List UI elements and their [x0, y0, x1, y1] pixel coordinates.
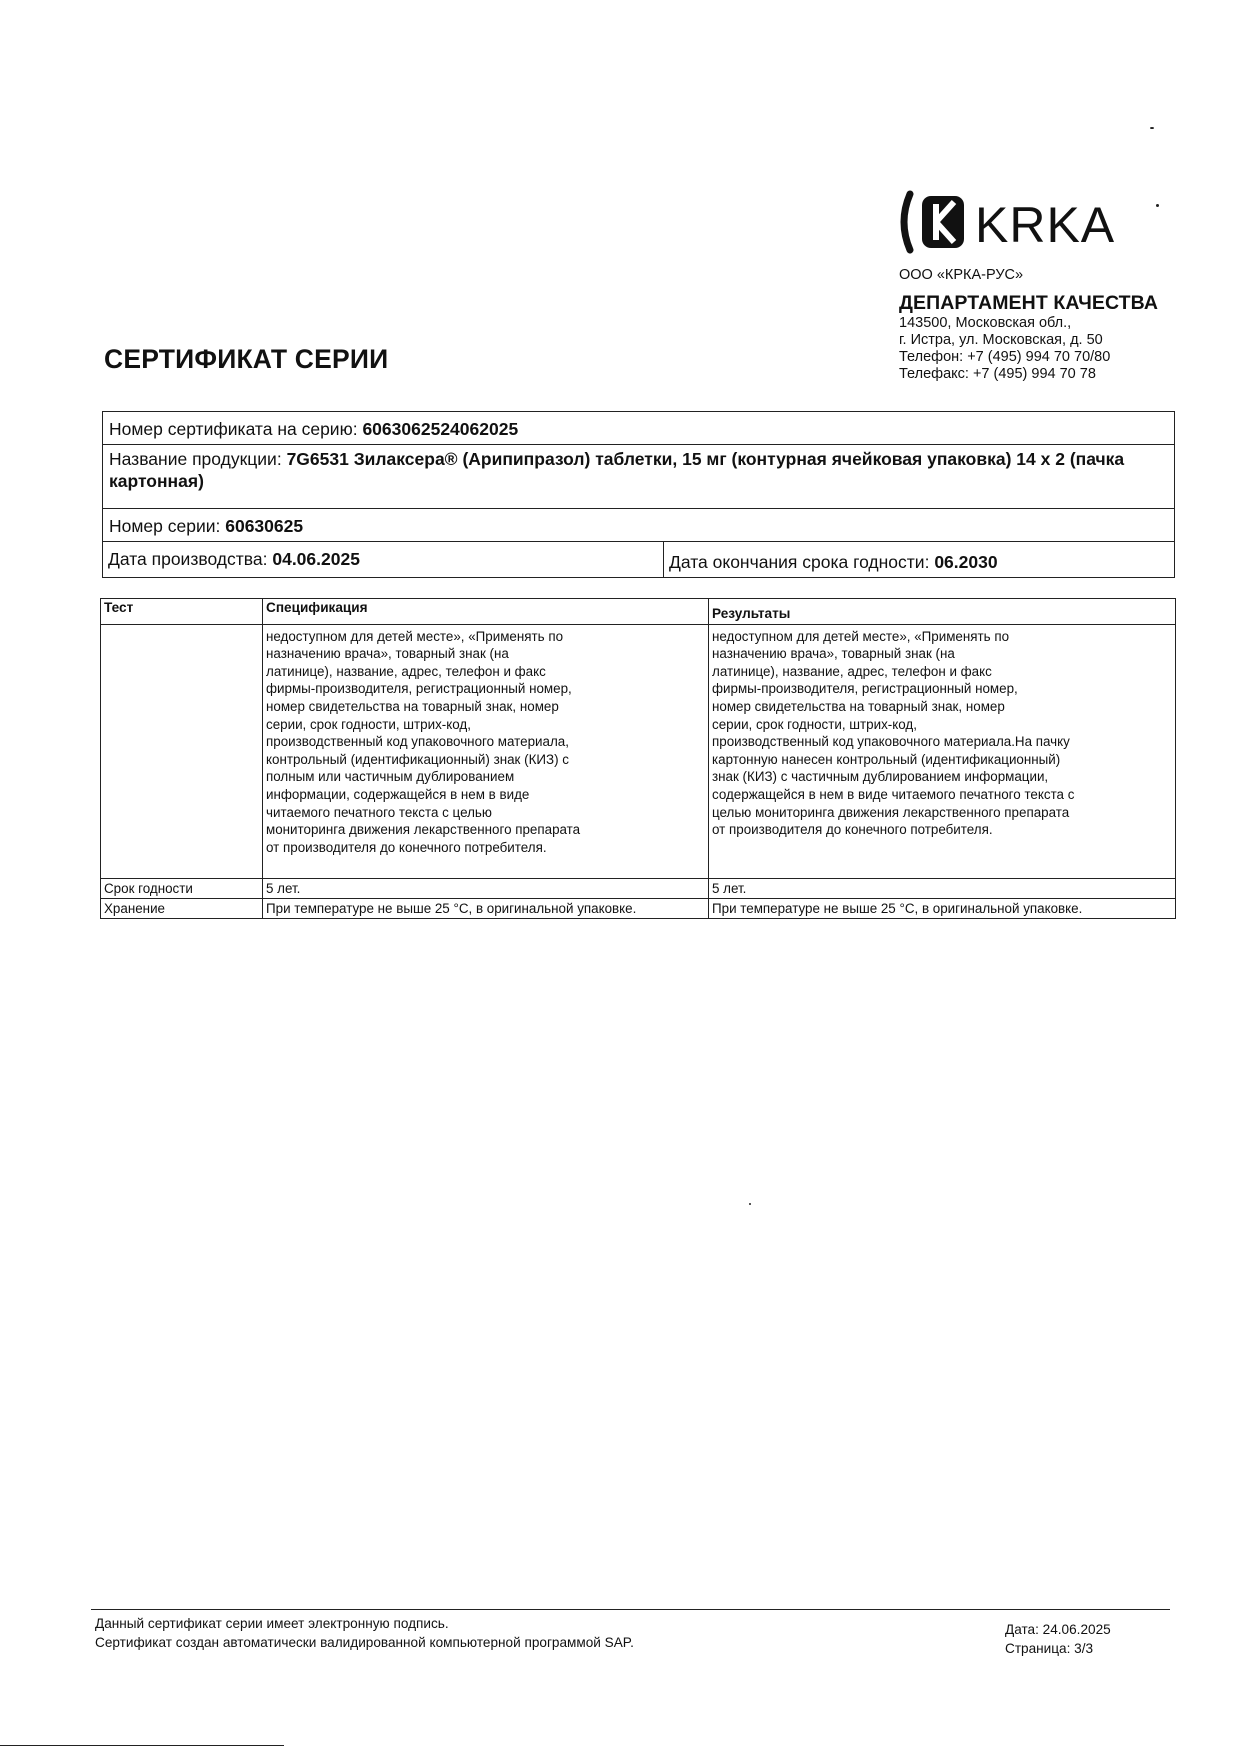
production-date-cell: [103, 542, 664, 577]
product-name-label: Название продукции:: [109, 449, 282, 469]
product-name-row: [103, 445, 1174, 509]
production-date-label: Дата производства:: [108, 549, 268, 569]
specification-cell: При температуре не выше 25 °С, в оригинальной упаковке.: [263, 898, 709, 918]
table-row: [101, 878, 1176, 898]
company-header: [899, 266, 1229, 383]
column-header-results: Результаты: [709, 599, 1176, 625]
document-title: СЕРТИФИКАТ СЕРИИ: [104, 344, 389, 374]
footer-meta: [1005, 1620, 1111, 1658]
expiry-date-label: Дата окончания срока годности:: [669, 552, 930, 572]
table-row: [101, 624, 1176, 878]
expiry-date-cell: [664, 542, 1174, 577]
footer-sap-note: Сертификат создан автоматически валидированной компьютерной программой SAP.: [95, 1635, 634, 1650]
column-header-specification: Спецификация: [263, 599, 709, 625]
address-line: г. Истра, ул. Московская, д. 50: [899, 332, 1103, 348]
footer-signature-note: Данный сертификат серии имеет электронную подпись.: [95, 1616, 449, 1631]
certificate-number-label: Номер сертификата на серию:: [109, 419, 358, 439]
company-name: ООО «КРКА-РУС»: [899, 267, 1024, 283]
footer-date: Дата: 24.06.2025: [1005, 1622, 1111, 1637]
footer-notes: [95, 1614, 634, 1652]
specification-cell: 5 лет.: [263, 878, 709, 898]
batch-number-label: Номер серии:: [109, 516, 221, 536]
scan-speck: [1156, 204, 1159, 207]
result-cell: 5 лет.: [709, 878, 1176, 898]
batch-number-row: [103, 509, 1174, 542]
dates-row: [103, 542, 1174, 577]
scan-speck: [749, 1203, 751, 1205]
test-results-table: [100, 598, 1176, 919]
production-date-value: 04.06.2025: [272, 549, 360, 569]
column-header-test: Тест: [101, 599, 263, 625]
certificate-info-table: [102, 411, 1175, 578]
certificate-number-row: [103, 412, 1174, 445]
krka-logo: [896, 190, 1126, 254]
result-cell: При температуре не выше 25 °С, в оригинальной упаковке.: [709, 898, 1176, 918]
product-name-value: 7G6531 Зилаксера® (Арипипразол) таблетки, 15 мг (контурная ячейковая упаковка) 14 x 2 (пачка картонная): [109, 449, 1125, 491]
logo-wordmark: KRKA: [975, 197, 1116, 253]
certificate-number-value: 6063062524062025: [362, 419, 519, 439]
expiry-date-value: 06.2030: [934, 552, 998, 572]
batch-number-value: 60630625: [225, 516, 304, 536]
fax-line: Телефакс: +7 (495) 994 70 78: [899, 366, 1096, 382]
department-name: ДЕПАРТАМЕНТ КАЧЕСТВА: [899, 292, 1159, 314]
table-header-row: [101, 599, 1176, 625]
result-cell: недоступном для детей месте», «Применять по назначению врача», товарный знак (на латинице), название, адрес, телефон и факс фирмы-производителя, регистрационный номер, номер свидетельства на товарный знак, номер серии, срок годности, штрих-код, производственный код упаковочного материала.На пачку картонную нанесен контрольный (идентификационный) знак (КИЗ) с частичным дублированием информации, содержащейся в нем в виде читаемого печатного текста с целью мониторинга движения лекарственного препарата от производителя до конечного потребителя.: [709, 624, 1176, 878]
bottom-edge-line: [0, 1745, 284, 1746]
test-cell: [101, 624, 263, 878]
test-cell: Хранение: [101, 898, 263, 918]
test-cell: Срок годности: [101, 878, 263, 898]
address-line: 143500, Московская обл.,: [899, 315, 1072, 331]
specification-cell: недоступном для детей месте», «Применять по назначению врача», товарный знак (на латинице), название, адрес, телефон и факс фирмы-производителя, регистрационный номер, номер свидетельства на товарный знак, номер серии, срок годности, штрих-код, производственный код упаковочного материала, контрольный (идентификационный) знак (КИЗ) с полным или частичным дублированием информации, содержащейся в нем в виде читаемого печатного текста с целью мониторинга движения лекарственного препарата от производителя до конечного потребителя.: [263, 624, 709, 878]
scan-speck: [1150, 127, 1154, 129]
phone-line: Телефон: +7 (495) 994 70 70/80: [899, 349, 1111, 365]
footer-divider: [91, 1609, 1170, 1610]
footer-page-number: Страница: 3/3: [1005, 1641, 1094, 1656]
table-row: [101, 898, 1176, 918]
